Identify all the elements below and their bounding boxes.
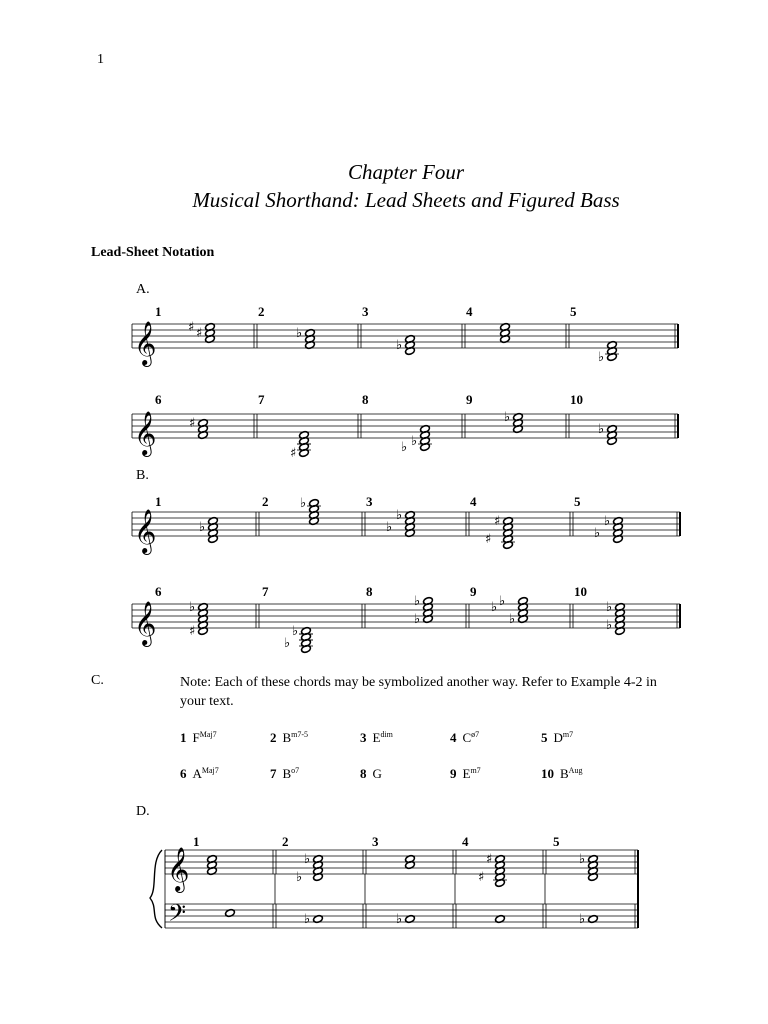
chord-root: B	[560, 766, 569, 781]
bass-clef-icon: 𝄢	[168, 899, 187, 932]
flat-icon: ♭	[491, 600, 498, 615]
note-text: Note: Each of these chords may be symbolized another way. Refer to Example 4-2 in your text.	[180, 675, 657, 709]
flat-icon: ♭	[598, 422, 605, 437]
measure-number: 8	[362, 392, 369, 407]
chord-number: 1	[180, 730, 187, 745]
flat-icon: ♭	[304, 912, 311, 927]
chapter-title: Chapter Four	[347, 160, 465, 184]
chapter-subtitle: Musical Shorthand: Lead Sheets and Figured Bass	[192, 188, 620, 212]
page-number: 1	[97, 52, 104, 67]
measure-number: 9	[466, 392, 473, 407]
chord-number: 4	[450, 730, 457, 745]
section-heading: Lead-Sheet Notation	[91, 245, 215, 260]
sharp-icon: ♯	[196, 326, 203, 341]
measure-number: 5	[570, 304, 577, 319]
flat-icon: ♭	[579, 912, 586, 927]
flat-icon: ♭	[296, 326, 303, 341]
chord-number: 2	[270, 730, 277, 745]
flat-icon: ♭	[386, 520, 393, 535]
flat-icon: ♭	[509, 612, 516, 627]
measure-number: 4	[470, 494, 477, 509]
sharp-icon: ♯	[478, 870, 485, 885]
brace	[150, 850, 162, 928]
flat-icon: ♭	[396, 338, 403, 353]
chord-number: 9	[450, 766, 457, 781]
flat-icon: ♭	[304, 852, 311, 867]
chord-quality: ø7	[471, 730, 480, 739]
chord-number: 3	[360, 730, 367, 745]
chord-root: D	[553, 730, 563, 745]
treble-clef-icon: 𝄞	[134, 321, 157, 365]
chord-number: 10	[541, 766, 554, 781]
sharp-icon: ♯	[485, 532, 492, 547]
sharp-icon: ♯	[189, 416, 196, 431]
chord-number: 8	[360, 766, 367, 781]
chord-quality: m7	[470, 766, 481, 775]
flat-icon: ♭	[414, 612, 421, 627]
measure-number: 5	[574, 494, 581, 509]
measure-number: 7	[262, 584, 269, 599]
chord-quality: Maj7	[201, 766, 219, 775]
chord-root: A	[192, 766, 202, 781]
flat-icon: ♭	[401, 440, 408, 455]
measure-number: 3	[362, 304, 369, 319]
flat-icon: ♭	[296, 870, 303, 885]
measure-number: 1	[193, 834, 200, 849]
measure-number: 3	[366, 494, 373, 509]
measure-number: 9	[470, 584, 477, 599]
treble-clef-icon: 𝄞	[134, 411, 157, 455]
measure-number: 2	[282, 834, 289, 849]
flat-icon: ♭	[300, 496, 307, 511]
flat-icon: ♭	[606, 618, 613, 633]
chord-root: B	[282, 730, 292, 745]
flat-icon: ♭	[606, 600, 613, 615]
measure-number: 2	[262, 494, 269, 509]
chord-number: 7	[270, 766, 277, 781]
measure-number: 10	[574, 584, 587, 599]
chord-quality: m7-5	[291, 730, 309, 739]
measure-number: 4	[466, 304, 473, 319]
sharp-icon: ♯	[188, 320, 195, 335]
measure-number: 10	[570, 392, 583, 407]
section-d-label: D.	[136, 804, 150, 819]
flat-icon: ♭	[396, 912, 403, 927]
flat-icon: ♭	[189, 600, 196, 615]
flat-icon: ♭	[594, 526, 601, 541]
chord-quality: o7	[291, 766, 300, 775]
flat-icon: ♭	[199, 520, 206, 535]
flat-icon: ♭	[292, 624, 299, 639]
flat-icon: ♭	[604, 514, 611, 529]
measure-number: 6	[155, 584, 162, 599]
section-b-label: B.	[136, 468, 149, 483]
measure-number: 7	[258, 392, 265, 407]
treble-clef-icon: 𝄞	[167, 847, 190, 891]
chord-root: C	[462, 730, 472, 745]
section-a-label: A.	[136, 282, 150, 297]
flat-icon: ♭	[499, 594, 506, 609]
treble-clef-icon: 𝄞	[134, 509, 157, 553]
measure-number: 1	[155, 304, 162, 319]
section-c-label: C.	[91, 673, 104, 688]
measure-number: 4	[462, 834, 469, 849]
sharp-icon: ♯	[290, 446, 297, 461]
chord-quality: m7	[562, 730, 574, 739]
measure-number: 2	[258, 304, 265, 319]
chord-number: 6	[180, 766, 187, 781]
sharp-icon: ♯	[189, 624, 196, 639]
treble-clef-icon: 𝄞	[134, 601, 157, 645]
measure-number: 6	[155, 392, 162, 407]
flat-icon: ♭	[396, 508, 403, 523]
flat-icon: ♭	[411, 434, 418, 449]
chord-root: F	[192, 730, 200, 745]
chord-root: E	[462, 766, 471, 781]
flat-icon: ♭	[598, 350, 605, 365]
measure-number: 3	[372, 834, 379, 849]
measure-number: 5	[553, 834, 560, 849]
chord-root: E	[372, 730, 381, 745]
sharp-icon: ♯	[494, 514, 501, 529]
flat-icon: ♭	[504, 410, 511, 425]
flat-icon: ♭	[414, 594, 421, 609]
sharp-icon: ♯	[486, 852, 493, 867]
chord-quality: dim	[380, 730, 393, 739]
chord-number: 5	[541, 730, 548, 745]
flat-icon: ♭	[579, 852, 586, 867]
measure-number: 8	[366, 584, 373, 599]
chord-root: B	[282, 766, 292, 781]
chord-root: G	[372, 766, 382, 781]
chord-quality: Aug	[568, 766, 583, 775]
flat-icon: ♭	[284, 636, 291, 651]
measure-number: 1	[155, 494, 162, 509]
chord-quality: Maj7	[199, 730, 217, 739]
